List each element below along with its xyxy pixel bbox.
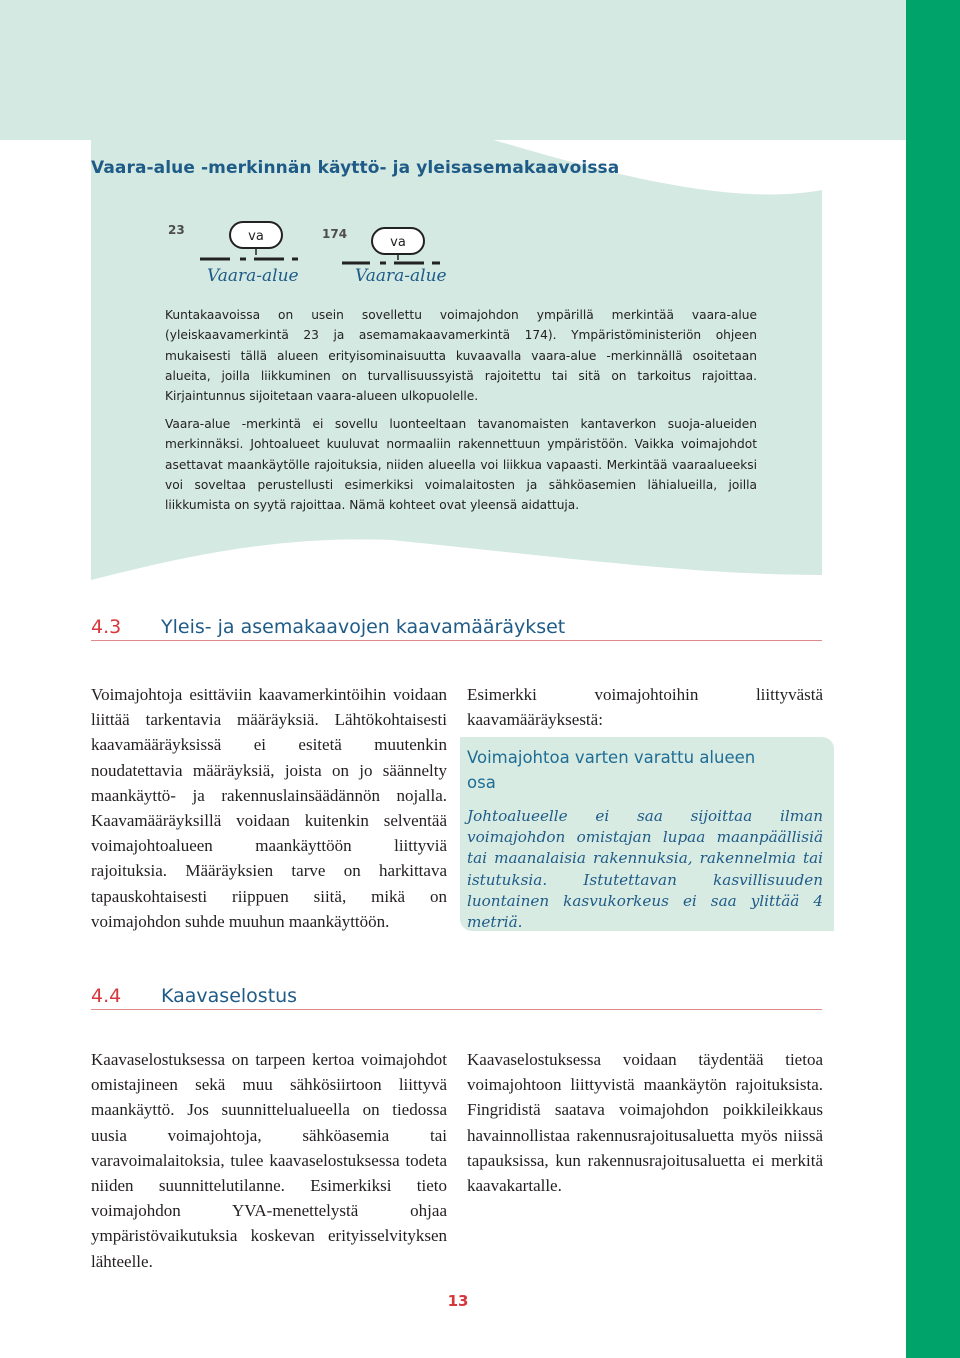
symbol-caption: Vaara-alue (207, 266, 299, 286)
section-heading-4-3 (91, 616, 822, 641)
vaara-alue-symbol-icon (340, 220, 455, 268)
section-number: 4.4 (91, 985, 122, 1007)
box-paragraph-1: Kuntakaavoissa on usein sovellettu voimajohdon ympärillä merkintää vaara-alue (yleiskaavamerkintä 23 ja asemamakaavamerkintä 174). Ympäristöministeriön ohjeen mukaisesti tällä alueen erityisominaisuutta kuvaavalla vaara-alue -merkinnällä osoitetaan alueita, joilla liikkuminen on turvallisuussyistä rajoitettu tai sitä on tarkoitus rajoittaa. Kirjaintunnus sijoitetaan vaara-alueen ulkopuolelle. (165, 308, 757, 404)
page-number: 13 (447, 1292, 469, 1310)
symbol-label: va (248, 229, 264, 244)
section-title: Kaavaselostus (161, 985, 298, 1007)
section-4-4-left-text: Kaavaselostuksessa on tarpeen kertoa voimajohdot omistajineen sekä muu sähkösiirtoon liittyvä maankäyttö. Jos suunnittelualueella on tiedossa uusia voimajohtoja, sähköasemia tai varavoimalaitoksia, tulee kaavaselostuksessa todeta niiden suunnittelutilanne. Esimerkiksi tieto voimajohdon YVA-menettelystä ohjaa ympäristövaikutuksia koskevan erityisselvityksen lähteelle. (91, 1050, 447, 1271)
side-accent-bar (906, 0, 960, 1358)
callout-title: Voimajohtoa varten varattu alueen osa (467, 748, 756, 792)
section-4-4-right-text: Kaavaselostuksessa voidaan täydentää tietoa voimajohtoon liittyvistä maankäytön rajoituksista. Fingridistä saatava voimajohdon poikkileikkaus havainnollistaa rakennusrajoitusaluetta myös niissä tapauksissa, kun rakennusrajoitusaluetta ei merkitä kaavakartalle. (467, 1050, 823, 1196)
section-4-3-left-text: Voimajohtoja esittäviin kaavamerkintöihin voidaan liittää tarkentavia määräyksiä. Lähtökohtaisesti kaavamääräyksissä ei esitetä muutenkin noudatettavia määräyksiä, joista on jo säännelty maankäyttö- ja rakennuslainsäädännön nojalla. Kaavamääräyksillä voidaan kuitenkin selventää voimajohtoalueen maankäyttöön liittyviä rajoituksia. Määräyksien tarve on harkittava tapauskohtaisesti riippuen siitä, mikä on voimajohdon suhde muuhun maankäyttöön. (91, 685, 447, 931)
section-4-3-right-intro: Esimerkki voimajohtoihin liittyvästä kaavamääräyksestä: (467, 685, 823, 730)
section-title: Yleis- ja asemakaavojen kaavamääräykset (161, 616, 566, 638)
symbol-caption: Vaara-alue (355, 266, 447, 286)
vaara-alue-symbol-icon (200, 215, 310, 265)
symbol-number: 174 (322, 227, 348, 241)
box-paragraph-2: Vaara-alue -merkintä ei sovellu luonteeltaan tavanomaisten kantaverkon suoja-alueiden merkinnäksi. Johtoalueet kuuluvat normaaliin rakennettuun ympäristöön. Vaikka voimajohdot asettavat maankäytölle rajoituksia, niiden alueella voi liikkua vapaasti. Merkintää vaaraalueeksi voi soveltaa perustellusti esimerkiksi voimalaitosten ja sähköasemien lähialueilla, joilla liikkumista on syytä rajoittaa. Nämä kohteet ovat yleensä aidattuja. (165, 417, 757, 513)
symbol-number: 23 (168, 223, 185, 237)
section-number: 4.3 (91, 616, 122, 638)
section-heading-4-4 (91, 985, 822, 1010)
callout-text: Johtoalueelle ei saa sijoittaa ilman voimajohdon omistajan lupaa maanpäällisiä tai maanalaisia rakennuksia, rakennelmia tai istutuksia. Istutettavan kasvillisuuden luontainen kasvukorkeus ei saa ylittää 4 metriä. (467, 807, 823, 932)
box-title: Vaara-alue -merkinnän käyttö- ja yleisasemakaavoissa (91, 158, 620, 178)
symbol-label: va (390, 235, 406, 250)
